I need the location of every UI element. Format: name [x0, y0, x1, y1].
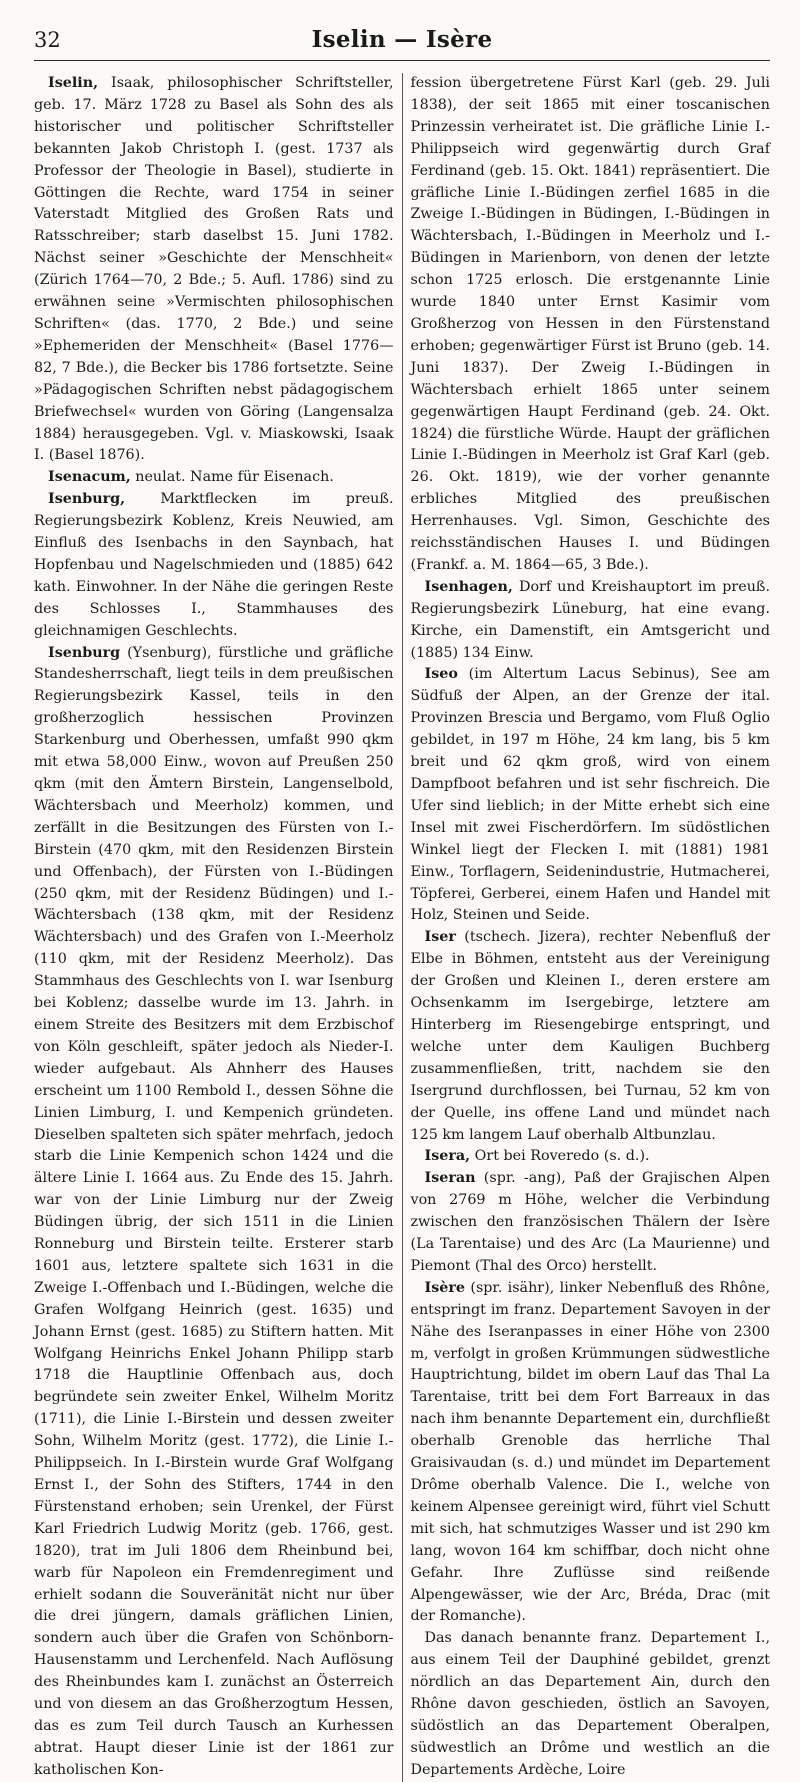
page-header: [34, 26, 770, 61]
entry-text: (Ysenburg), fürstliche und gräfliche Standesherrschaft, liegt teils in dem preußischen Regierungsbezirk Kassel, teils in den großherzoglich hessischen Provinzen Starkenburg und Oberhessen, umfaßt 990 qkm mit etwa 58,000 Einw., wovon auf Preußen 250 qkm (mit den Ämtern Birstein, Langenselbold, Wächtersbach und Meerholz) kommen, und zerfällt in die Besitzungen des Fürsten von I.-Birstein (470 qkm, mit den Residenzen Birstein und Offenbach), der Fürsten von I.-Büdingen (250 qkm, mit der Residenz Büdingen) und I.-Wächtersbach (138 qkm, mit der Residenz Wächtersbach) und des Grafen von I.-Meerholz (110 qkm, mit der Residenz Meerholz). Das Stammhaus des Geschlechts von I. war Isenburg bei Koblenz; dasselbe wurde im 13. Jahrh. in einem Streite des Besitzers mit dem Erzbischof von Köln geschleift, später jedoch als Nieder-I. wieder aufgebaut. Als Ahnherr des Hauses erscheint um 1100 Rembold I., dessen Söhne die Linien Limburg, I. und Kempenich gründeten. Dieselben spalteten sich später mehrfach, jedoch starb die Linie Kempenich schon 1424 und die ältere Linie I. 1664 aus. Zu Ende des 15. Jahrh. war von der Linie Limburg nur der Zweig Büdingen übrig, der sich 1511 in die Linien Ronneburg und Birstein teilte. Ersterer starb 1601 aus, letztere spaltete sich 1631 in die Zweige I.-Offenbach und I.-Büdingen, welche die Grafen Wolfgang Heinrich (gest. 1635) und Johann Ernst (gest. 1685) zu Stiftern hatten. Mit Wolfgang Heinrichs Enkel Johann Philipp starb 1718 die Hauptlinie Offenbach aus, doch begründete sein zweiter Enkel, Wilhelm Moritz (1711), die Linie I.-Birstein und dessen zweiter Sohn, Wilhelm Moritz (gest. 1772), die Linie I.-Philippseich. In I.-Birstein wurde Graf Wolfgang Ernst I., der Sohn des Stifters, 1744 in den Fürstenstand erhoben; sein Urenkel, der Fürst Karl Friedrich Ludwig Moritz (geb. 1766, gest. 1820), trat im Juli 1806 dem Rheinbund bei, warb für Napoleon ein Fremdenregiment und erhielt sodann die Souveränität nicht nur über die drei jüngern, damals gräflichen Linien, sondern auch über die Grafen von Schönborn-Hausenstamm und Lerchenfeld. Nach Auflösung des Rheinbundes kam I. zunächst an Österreich und von diesem an das Großherzogtum Hessen, das es zum Teil durch Tausch an Kurhessen abtrat. Haupt dieser Linie ist der 1861 zur katholischen Kon-: [34, 644, 394, 1778]
entry-headword: Iser: [424, 929, 456, 946]
entry-text: Marktflecken im preuß. Regierungsbezirk Koblenz, Kreis Neuwied, am Einfluß des Isenbachs in den Saynbach, hat Hopfenbau und Nagelschmieden und (1885) 642 kath. Einwohner. In der Nähe die geringen Reste des Schlosses I., Stammhauses des gleichnamigen Geschlechts.: [34, 491, 394, 639]
dictionary-entry: [411, 1628, 771, 1781]
dictionary-entry: [411, 664, 771, 927]
dictionary-entry: [411, 73, 771, 577]
entry-text: fession übergetretene Fürst Karl (geb. 29. Juli 1838), der seit 1865 mit einer toscanischen Prinzessin verheiratet ist. Die gräfliche Linie I.-Philippseich wird gegenwärtig durch Graf Ferdinand (geb. 15. Okt. 1841) repräsentiert. Die gräfliche Linie I.-Büdingen zerfiel 1685 in die Zweige I.-Büdingen in Büdingen, I.-Büdingen in Wächtersbach, I.-Büdingen in Meerholz und I.-Büdingen in Marienborn, von denen der letzte schon 1725 erlosch. Die erstgenannte Linie wurde 1840 unter Ernst Kasimir vom Großherzog von Hessen in den Fürstenstand erhoben; gegenwärtiger Fürst ist Bruno (geb. 14. Juni 1837). Der Zweig I.-Büdingen in Wächtersbach erhielt 1865 unter seinem gegenwärtigen Haupt Ferdinand (geb. 24. Okt. 1824) die fürstliche Würde. Haupt der gräflichen Linie I.-Büdingen in Meerholz ist Graf Karl (geb. 26. Okt. 1819), wie der vorher genannte erbliches Mitglied des preußischen Herrenhauses. Vgl. Simon, Geschichte des reichsständischen Hauses I. und Büdingen (Frankf. a. M. 1864—65, 3 Bde.).: [410, 75, 770, 573]
dictionary-entry: [34, 467, 394, 489]
dictionary-entry: [411, 1278, 771, 1629]
text-columns: [34, 73, 770, 1782]
page-number: 32: [34, 28, 61, 52]
entry-headword: Isenburg: [48, 644, 121, 661]
dictionary-entry: [411, 927, 771, 1146]
entry-text: neulat. Name für Eisenach.: [130, 469, 334, 486]
entry-headword: Iseran: [424, 1170, 476, 1187]
entry-headword: Iseo: [424, 666, 458, 683]
entry-headword: Iselin,: [48, 75, 99, 91]
dictionary-entry: [411, 577, 771, 665]
entry-text: Ort bei Roveredo (s. d.).: [470, 1148, 650, 1165]
running-head: Iselin — Isère: [311, 26, 493, 53]
entry-text: Dorf und Kreishauptort im preuß. Regierungsbezirk Lüneburg, hat eine evang. Kirche, ein Damenstift, ein Amtsgericht und (1885) 134 Einw.: [410, 578, 770, 661]
dictionary-entry: [34, 489, 394, 642]
entry-text: Das danach benannte franz. Departement I., aus einem Teil der Dauphiné gebildet, grenzt nördlich an das Departement Ain, durch den Rhône davon geschieden, östlich an Savoyen, südöstlich an das Departement Oberalpen, südwestlich an Drôme und westlich an die Departements Ardèche, Loire: [410, 1630, 770, 1778]
right-column: [403, 73, 771, 1782]
left-column: [34, 73, 403, 1782]
entry-headword: Isenacum,: [48, 469, 131, 486]
entry-text: (spr. -ang), Paß der Grajischen Alpen von 2769 m Höhe, welcher die Verbindung zwischen den französischen Thälern der Isère (La Tarentaise) und des Arc (La Maurienne) und Piemont (Thal des Orco) herstellt.: [410, 1170, 770, 1274]
entry-text: (im Altertum Lacus Sebinus), See am Südfuß der Alpen, an der Grenze der ital. Provinzen Brescia und Bergamo, vom Fluß Oglio gebildet, in 197 m Höhe, 24 km lang, bis 5 km breit und 62 qkm groß, wird von einem Dampfboot befahren und ist sehr fischreich. Die Ufer sind lieblich; in der Mitte erhebt sich eine Insel mit zwei Fischerdörfern. Im südöstlichen Winkel liegt der Flecken I. mit (1881) 1981 Einw., Torflagern, Seidenindustrie, Hutmacherei, Töpferei, Gerberei, einem Hafen und Handel mit Holz, Steinen und Seide.: [410, 666, 770, 924]
dictionary-entry: [34, 73, 394, 467]
dictionary-entry: [34, 643, 394, 1782]
entry-headword: Isenburg,: [48, 491, 126, 508]
entry-headword: Isera,: [424, 1148, 471, 1165]
dictionary-entry: [411, 1168, 771, 1278]
dictionary-entry: [411, 1146, 771, 1168]
entry-text: (spr. isähr), linker Nebenfluß des Rhône, entspringt im franz. Departement Savoyen in der Nähe des Iseranpasses in einer Höhe von 2300 m, verfolgt in großen Krümmungen südwestliche Hauptrichtung, bildet im obern Lauf das Thal La Tarentaise, tritt bei dem Fort Barreaux in das nach ihm benannte Departement ein, durchfließt oberhalb Grenoble das herrliche Thal Graisivaudan (s. d.) und mündet im Departement Drôme oberhalb Valence. Die I., welche von keinem Alpensee gereinigt wird, führt viel Schutt mit sich, hat schmutziges Wasser und ist 290 km lang, wovon 164 km schiffbar, doch nicht ohne Gefahr. Ihre Zuflüsse sind reißende Alpengewässer, wie der Arc, Bréda, Drac (mit der Romanche).: [410, 1279, 770, 1625]
entry-headword: Isère: [424, 1279, 465, 1296]
entry-headword: Isenhagen,: [424, 578, 513, 595]
entry-text: (tschech. Jizera), rechter Nebenfluß der Elbe in Böhmen, entsteht aus der Vereinigung der Großen und Kleinen I., deren erstere am Ochsenkamm im Isergebirge, letztere am Hinterberg im Riesengebirge entspringt, und welche unter dem Kauligen Buchberg zusammenfließen, tritt, nachdem sie den Isergrund durchflossen, bei Turnau, 52 km von der Quelle, ins offene Land und mündet nach 125 km langem Lauf oberhalb Altbunzlau.: [410, 929, 770, 1143]
entry-text: Isaak, philosophischer Schriftsteller, geb. 17. März 1728 zu Basel als Sohn des als historischer und politischer Schriftsteller bekannten Jakob Christoph I. (gest. 1737 als Professor der Theologie in Basel), studierte in Göttingen die Rechte, ward 1754 in seiner Vaterstadt Mitglied des Großen Rats und Ratsschreiber; starb daselbst 15. Juni 1782. Nächst seiner »Geschichte der Menschheit« (Zürich 1764—70, 2 Bde.; 5. Aufl. 1786) sind zu erwähnen seine »Vermischten philosophischen Schriften« (das. 1770, 2 Bde.) und seine »Ephemeriden der Menschheit« (Basel 1776—82, 7 Bde.), die Becker bis 1786 fortsetzte. Seine »Pädagogischen Schriften nebst pädagogischem Briefwechsel« wurden von Göring (Langensalza 1884) herausgegeben. Vgl. v. Miaskowski, Isaak I. (Basel 1876).: [34, 75, 394, 464]
